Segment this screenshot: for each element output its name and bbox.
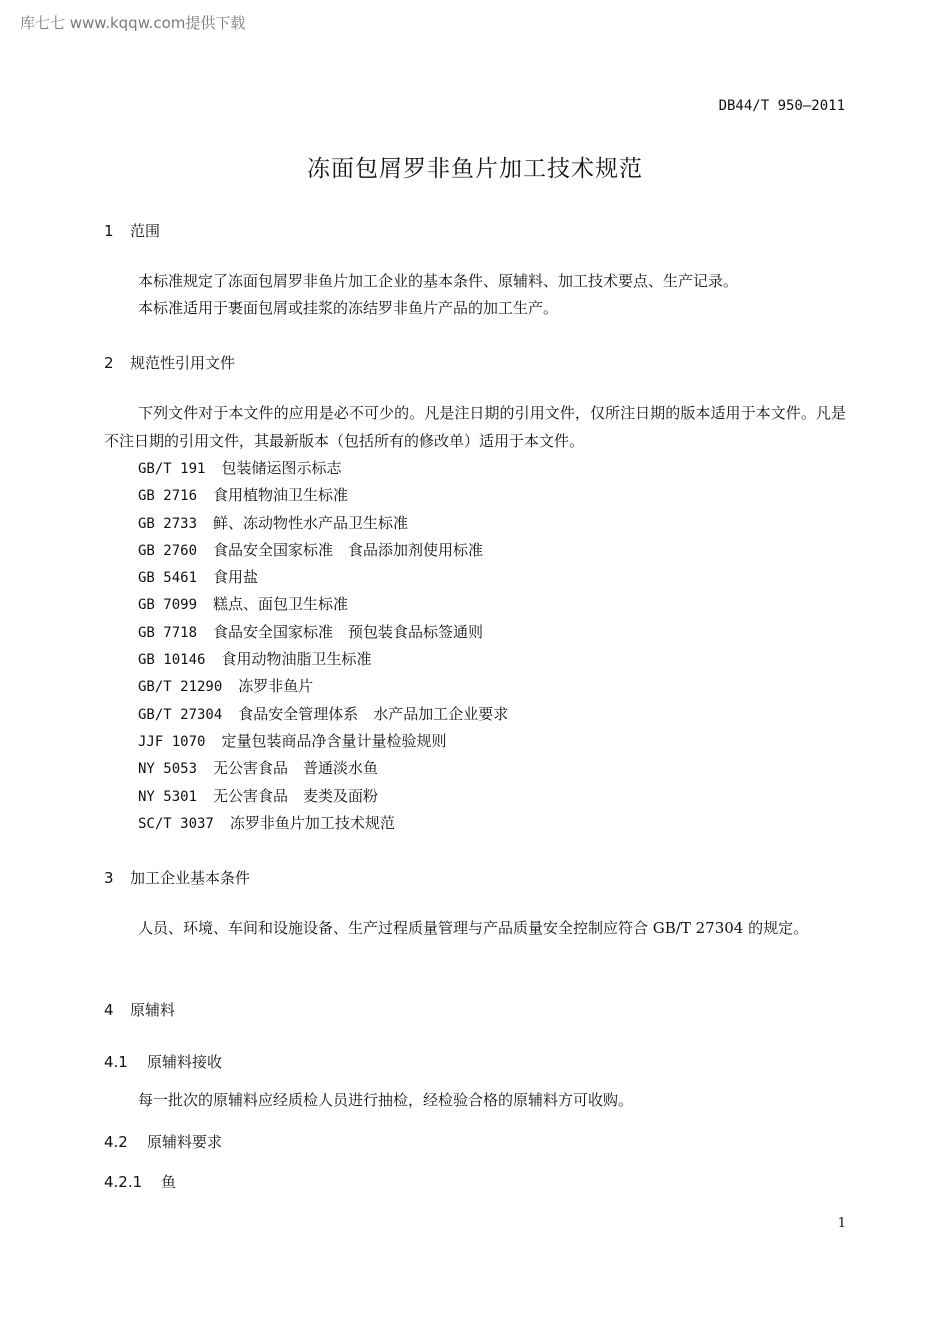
page-number: 1 bbox=[837, 1216, 846, 1231]
list-item bbox=[138, 537, 508, 564]
reference-name: 食品安全国家标准 食品添加剂使用标准 bbox=[213, 540, 484, 559]
reference-code: GB 2733 bbox=[138, 515, 198, 532]
section-number: 4.1 bbox=[104, 1053, 128, 1071]
list-item bbox=[138, 455, 508, 482]
reference-code: GB 7099 bbox=[138, 597, 198, 614]
reference-name: 鲜、冻动物性水产品卫生标准 bbox=[213, 513, 409, 532]
section-number: 4.2 bbox=[104, 1133, 128, 1151]
list-item bbox=[138, 755, 508, 782]
reference-code: GB 7718 bbox=[138, 624, 198, 641]
reference-code: GB/T 21290 bbox=[138, 679, 223, 696]
section-title: 原辅料 bbox=[130, 1001, 176, 1019]
list-item bbox=[138, 673, 508, 700]
section-4-heading bbox=[104, 999, 175, 1020]
reference-code: GB 10146 bbox=[138, 652, 206, 669]
document-code: DB44/T 950—2011 bbox=[718, 98, 845, 114]
paragraph: 下列文件对于本文件的应用是必不可少的。凡是注日期的引用文件，仅所注日期的版本适用于本文件。凡是不注日期的引用文件，其最新版本（包括所有的修改单）适用于本文件。 bbox=[104, 404, 846, 450]
reference-name: 无公害食品 普通淡水鱼 bbox=[213, 759, 379, 778]
section-title: 规范性引用文件 bbox=[130, 354, 236, 372]
section-title: 鱼 bbox=[161, 1173, 177, 1191]
section-4-2-1-heading bbox=[104, 1171, 176, 1192]
section-number: 2 bbox=[104, 354, 114, 372]
reference-name: 定量包装商品净含量计量检验规则 bbox=[221, 731, 447, 750]
list-item bbox=[138, 701, 508, 728]
reference-code: SC/T 3037 bbox=[138, 815, 214, 832]
reference-code: JJF 1070 bbox=[138, 733, 206, 750]
section-4-2-heading bbox=[104, 1131, 222, 1152]
reference-code: GB/T 27304 bbox=[138, 706, 223, 723]
reference-name: 食品安全管理体系 水产品加工企业要求 bbox=[238, 704, 509, 723]
list-item bbox=[138, 482, 508, 509]
list-item bbox=[138, 564, 508, 591]
reference-name: 冻罗非鱼片加工技术规范 bbox=[229, 813, 395, 832]
reference-code: NY 5053 bbox=[138, 761, 198, 778]
reference-code: GB 5461 bbox=[138, 570, 198, 587]
paragraph: 人员、环境、车间和设施设备、生产过程质量管理与产品质量安全控制应符合 GB/T 27304 的规定。 bbox=[138, 919, 809, 937]
reference-name: 食用植物油卫生标准 bbox=[213, 486, 349, 505]
section-title: 原辅料接收 bbox=[147, 1053, 223, 1071]
reference-code: GB 2760 bbox=[138, 542, 198, 559]
section-2-heading bbox=[104, 352, 235, 373]
section-title: 范围 bbox=[130, 222, 161, 240]
reference-code: GB/T 191 bbox=[138, 461, 206, 477]
section-title: 加工企业基本条件 bbox=[130, 869, 251, 887]
list-item bbox=[138, 591, 508, 618]
paragraph: 本标准适用于裹面包屑或挂浆的冻结罗非鱼片产品的加工生产。 bbox=[138, 299, 559, 317]
reference-name: 冻罗非鱼片 bbox=[238, 677, 314, 696]
paragraph: 每一批次的原辅料应经质检人员进行抽检，经检验合格的原辅料方可收购。 bbox=[138, 1091, 634, 1109]
reference-name: 糕点、面包卫生标准 bbox=[213, 595, 349, 614]
reference-name: 食用盐 bbox=[213, 568, 259, 587]
reference-code: GB 2716 bbox=[138, 488, 198, 505]
reference-name: 无公害食品 麦类及面粉 bbox=[213, 786, 379, 805]
section-number: 3 bbox=[104, 869, 114, 887]
section-4-1-heading bbox=[104, 1051, 222, 1072]
reference-name: 包装储运图示标志 bbox=[221, 459, 342, 477]
reference-list bbox=[138, 455, 508, 837]
section-title: 原辅料要求 bbox=[147, 1133, 223, 1151]
list-item bbox=[138, 510, 508, 537]
document-title: 冻面包屑罗非鱼片加工技术规范 bbox=[307, 156, 643, 182]
paragraph: 本标准规定了冻面包屑罗非鱼片加工企业的基本条件、原辅料、加工技术要点、生产记录。 bbox=[138, 272, 739, 290]
watermark: 库七七 www.kqqw.com提供下载 bbox=[20, 14, 246, 32]
section-number: 1 bbox=[104, 222, 114, 240]
reference-name: 食品安全国家标准 预包装食品标签通则 bbox=[213, 622, 484, 641]
list-item bbox=[138, 783, 508, 810]
list-item bbox=[138, 619, 508, 646]
section-1-heading bbox=[104, 220, 160, 241]
list-item bbox=[138, 728, 508, 755]
section-number: 4.2.1 bbox=[104, 1173, 143, 1191]
list-item bbox=[138, 810, 508, 837]
section-number: 4 bbox=[104, 1001, 114, 1019]
list-item bbox=[138, 646, 508, 673]
reference-code: NY 5301 bbox=[138, 788, 198, 805]
section-3-heading bbox=[104, 867, 250, 888]
reference-name: 食用动物油脂卫生标准 bbox=[221, 650, 372, 669]
